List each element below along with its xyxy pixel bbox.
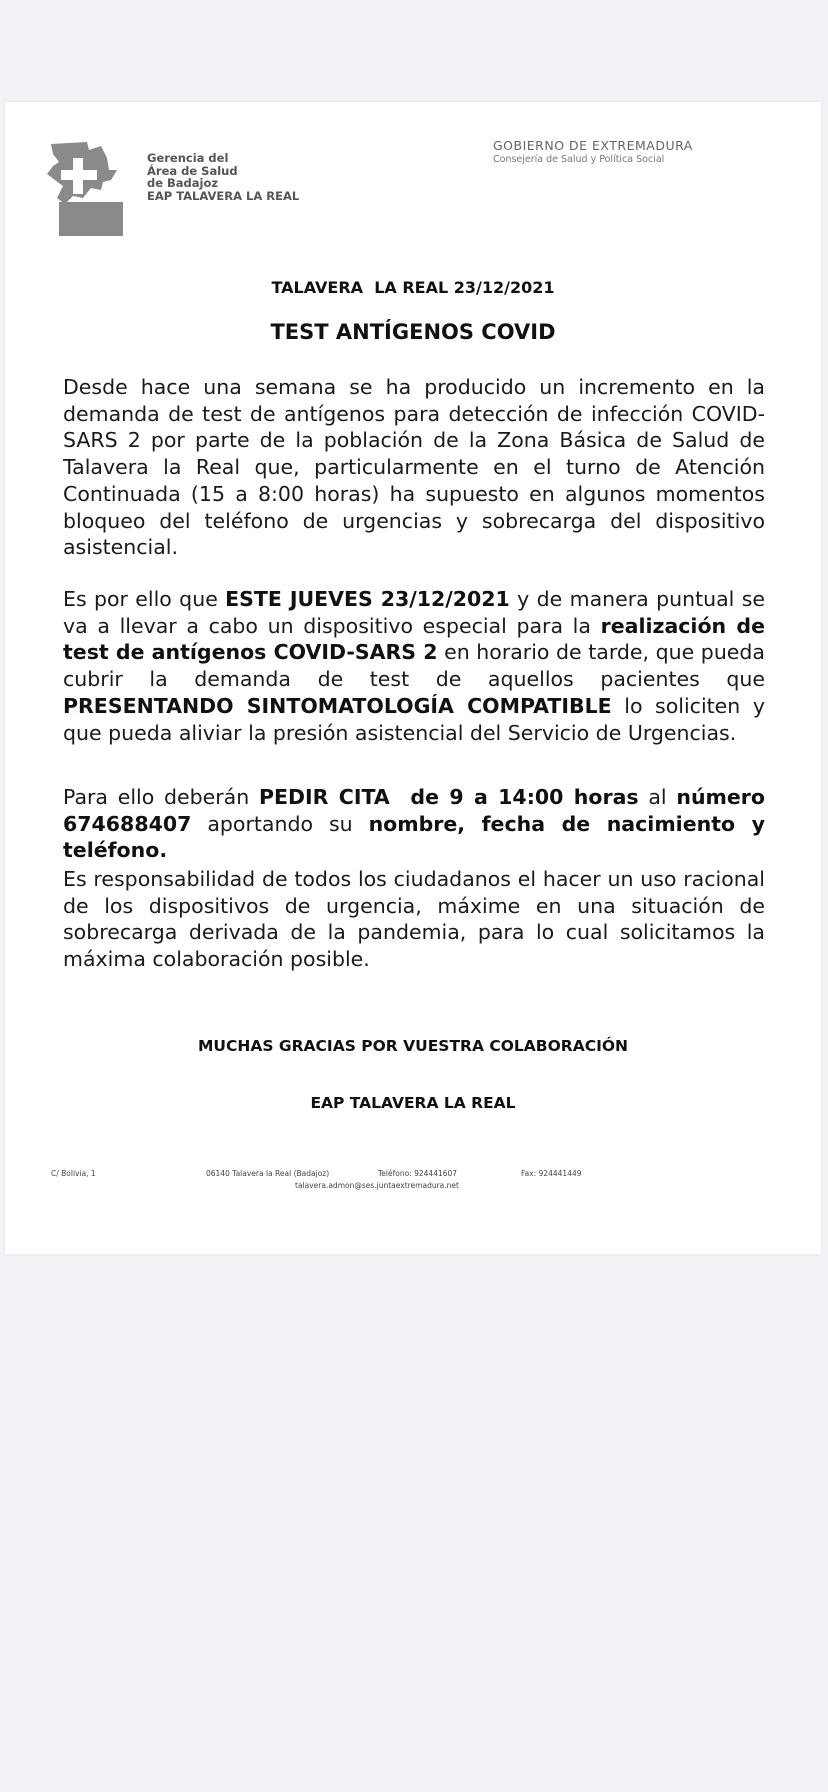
org-line-3: de Badajoz	[147, 176, 219, 190]
paragraph-1: Desde hace una semana se ha producido un incremento en la demanda de test de antígenos para detección de infección COVID-SARS 2 por parte de la población de la Zona Básica de Salud de Talavera la Real que, particularmente en el turno de Atención Continuada (15 a 8:00 horas) ha supuesto en algunos momentos bloqueo del teléfono de urgencias y sobrecarga del dispositivo asistencial.	[63, 375, 765, 560]
top-background	[0, 0, 828, 102]
ses-logo-icon	[43, 140, 127, 240]
footer-phone: Teléfono: 924441607	[378, 1169, 458, 1178]
p2-text-3: en horario de tarde, que pueda cubrir la demanda de test de aquellos pacientes que	[63, 640, 765, 692]
government-header	[493, 138, 693, 165]
government-title: GOBIERNO DE EXTREMADURA	[493, 138, 693, 153]
org-line-2: Área de Salud	[147, 163, 238, 178]
p3-bold-3: nombre, fecha de nacimiento y teléfono.	[63, 811, 766, 863]
p2-bold-3: PRESENTANDO SINTOMATOLOGÍA COMPATIBLE	[63, 693, 612, 718]
thanks-line: MUCHAS GRACIAS POR VUESTRA COLABORACIÓN	[197, 1037, 628, 1055]
logo-text: SES	[64, 254, 104, 275]
signature-line: EAP TALAVERA LA REAL	[310, 1094, 516, 1112]
org-line-4: EAP TALAVERA LA REAL	[147, 188, 300, 203]
ses-logo	[43, 140, 127, 275]
footer-address: C/ Bolivia, 1	[51, 1169, 96, 1178]
p2-bold-1: ESTE JUEVES 23/12/2021	[225, 587, 510, 611]
org-line-1: Gerencia del	[147, 151, 229, 165]
p3-text-3: aportando su	[191, 811, 369, 836]
p2-bold-2: realización de test de antígenos COVID-SARS 2	[63, 613, 765, 665]
paragraph-4: Es responsabilidad de todos los ciudadanos el hacer un uso racional de los dispositivos de urgencia, máxime en una situación de sobrecarga derivada de la pandemia, para lo cual solicitamos la máxima colaboración posible.	[63, 867, 765, 972]
p3-bold-2: número 674688407	[63, 785, 765, 836]
date-line: TALAVERA LA REAL 23/12/2021	[271, 278, 555, 297]
org-name	[147, 152, 299, 202]
footer-email: talavera.admon@ses.juntaextremadura.net	[295, 1181, 459, 1190]
document-title: TEST ANTÍGENOS COVID	[270, 320, 556, 344]
paragraph-2	[63, 586, 765, 746]
footer-fax: Fax: 924441449	[521, 1169, 582, 1178]
p2-text-1: Es por ello que	[63, 587, 226, 611]
p2-text-4: lo soliciten y que pueda aliviar la presión asistencial del Servicio de Urgencias.	[63, 693, 765, 745]
p3-text-1: Para ello deberán	[63, 785, 259, 809]
footer-city: 06140 Talavera la Real (Badajoz)	[206, 1169, 330, 1178]
p3-bold-1: PEDIR CITA de 9 a 14:00 horas	[258, 785, 639, 809]
document-page	[5, 102, 821, 1254]
p2-text-2: y de manera puntual se va a llevar a cabo un dispositivo especial para la	[63, 587, 765, 638]
government-subtitle: Consejería de Salud y Política Social	[493, 154, 665, 165]
paragraph-3	[63, 784, 765, 864]
p3-text-2: al	[638, 785, 677, 809]
